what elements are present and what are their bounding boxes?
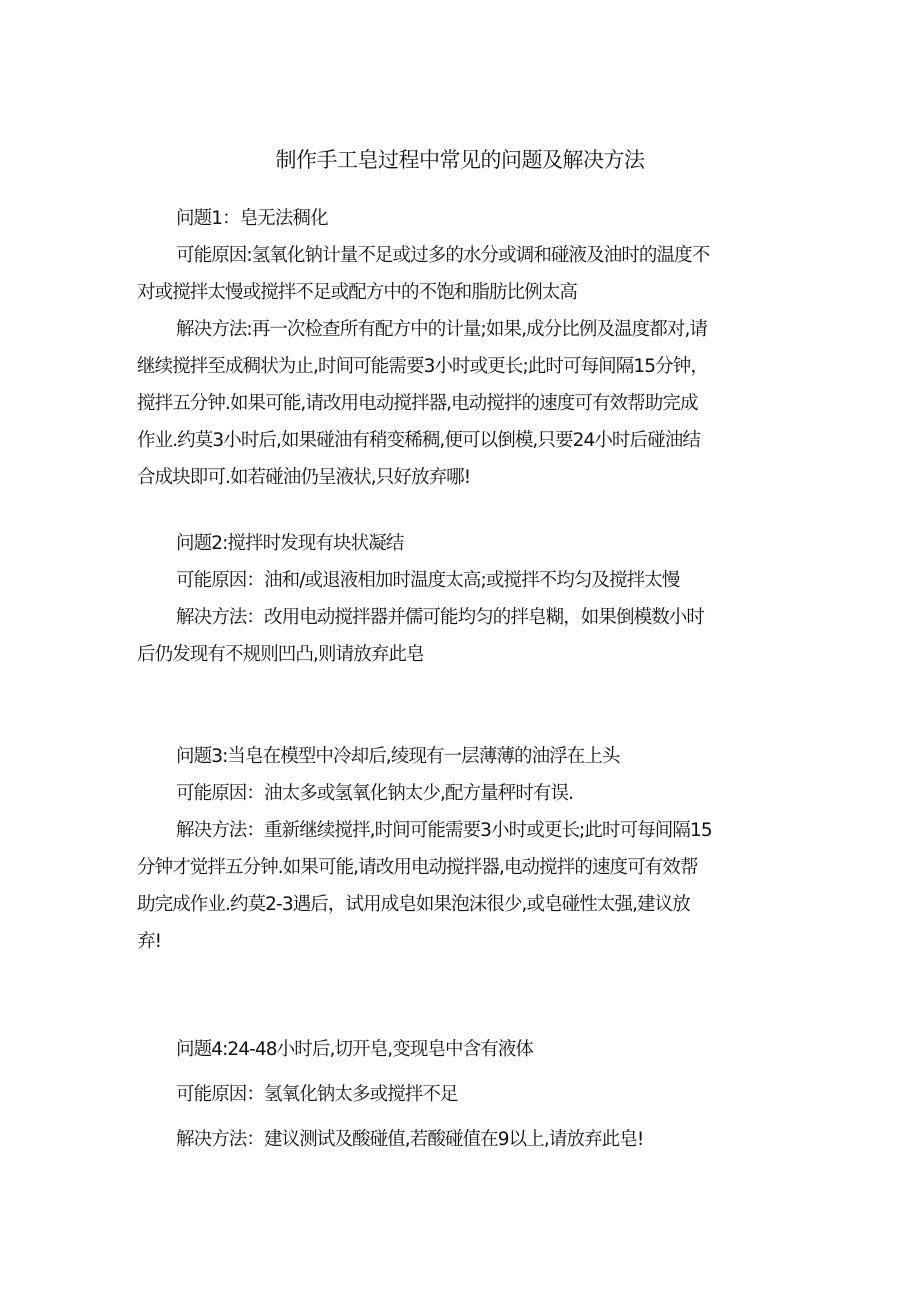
problem-3-solution-cont: 助完成作业.约莫2-3遇后，试用成皂如果泡沫很少,或皂碰性太强,建议放 xyxy=(137,894,690,915)
problem-2-cause: 可能原因：油和/或退液相加时温度太高;或搅拌不均匀及搅拌太慢 xyxy=(176,570,680,591)
problem-3-solution-cont: 分钟才觉拌五分钟.如果可能,请改用电动搅拌器,电动搅拌的速度可有效帮 xyxy=(137,857,698,878)
problem-3-heading: 问题3:当皂在模型中冷却后,绫现有一层薄薄的油浮在上头 xyxy=(176,746,620,767)
page-title: 制作手工皂过程中常见的问题及解决方法 xyxy=(275,148,645,172)
problem-4-solution: 解决方法：建议测试及酸碰值,若酸碰值在9以上,请放弃此皂! xyxy=(176,1129,644,1150)
problem-1-heading: 问题1：皂无法稠化 xyxy=(176,208,328,229)
problem-2-solution: 解决方法：改用电动搅拌器并儒可能均匀的拌皂糊，如果倒模数小时 xyxy=(176,607,705,628)
problem-1-solution-cont: 作业.约莫3小时后,如果碰油有稍变稀稠,便可以倒模,只要24小时后碰油结 xyxy=(137,430,700,451)
problem-2-heading: 问题2:搅拌时发现有块状凝结 xyxy=(176,533,404,554)
problem-3-solution-cont: 弃! xyxy=(137,931,162,952)
problem-2-solution-cont: 后仍发现有不规则凹凸,则请放弃此皂 xyxy=(137,644,424,665)
problem-3-cause: 可能原因：油太多或氢氧化钠太少,配方量秤时有误. xyxy=(176,783,574,804)
problem-1-solution-cont: 搅拌五分钟.如果可能,请改用电动搅拌器,电动搅拌的速度可有效帮助完成 xyxy=(137,393,698,414)
problem-1-solution: 解决方法:再一次检查所有配方中的计量;如果,成分比例及温度都对,请 xyxy=(176,319,708,340)
problem-1-cause: 可能原因:氢氧化钠计量不足或过多的水分或调和碰液及油时的温度不 xyxy=(176,245,710,266)
problem-1-solution-cont: 继续搅拌至成稠状为止,时间可能需要3小时或更长;此时可每间隔15分钟， xyxy=(137,356,708,377)
problem-1-solution-cont: 合成块即可.如若碰油仍呈液状,只好放弃哪! xyxy=(137,467,471,488)
problem-1-cause-cont: 对或搅拌太慢或搅拌不足或配方中的不饱和脂肪比例太高 xyxy=(137,282,578,303)
problem-4-heading: 问题4:24-48小时后,切开皂,变现皂中含有液体 xyxy=(176,1039,534,1060)
problem-3-solution: 解决方法：重新继续搅拌,时间可能需要3小时或更长;此时可每间隔15 xyxy=(176,820,712,841)
problem-4-cause: 可能原因：氢氧化钠太多或搅拌不足 xyxy=(176,1084,458,1105)
